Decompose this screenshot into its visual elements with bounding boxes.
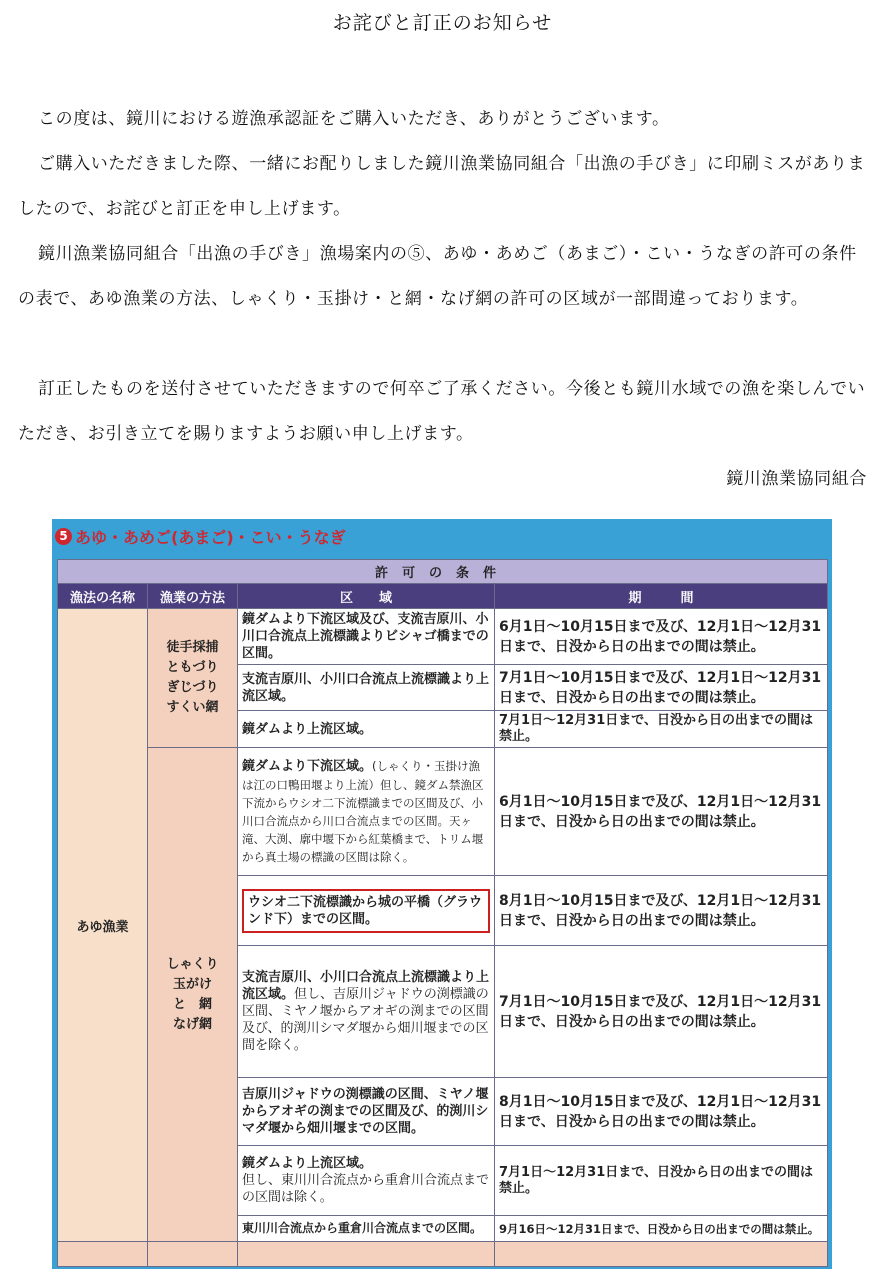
- period-cell: 7月1日～10月15日まで及び、12月1日～12月31日まで、日没から日の出までの間は禁止。: [495, 946, 828, 1078]
- fishery-name-cell: あゆ漁業: [58, 609, 148, 1242]
- area-cell: 支流吉原川、小川口合流点上流標識より上流区域。: [238, 665, 495, 711]
- section-header: [55, 525, 346, 548]
- period-cell: 8月1日～10月15日まで及び、12月1日～12月31日まで、日没から日の出までの間は禁止。: [495, 1078, 828, 1146]
- paragraph-thanks: この度は、鏡川における遊漁承認証をご購入いただき、ありがとうございます。: [38, 109, 670, 129]
- area-detail: 但し、吉原川ジャドウの渕標識の区間、ミヤノ堰からアオギの渕までの区間及び、的渕川シマダ堰から畑川堰までの区間を除く。: [242, 987, 489, 1053]
- notice-title: お詫びと訂正のお知らせ: [332, 12, 553, 34]
- period-cell: 8月1日～10月15日まで及び、12月1日～12月31日まで、日没から日の出までの間は禁止。: [495, 876, 828, 946]
- signature: 鏡川漁業協同組合: [726, 469, 867, 489]
- area-cell: 鏡ダムより上流区域。: [238, 711, 495, 748]
- section-number-badge: 5: [55, 528, 72, 545]
- column-header-period: 期 間: [495, 584, 828, 609]
- section-title: あゆ・あめご(あまご)・こい・うなぎ: [75, 528, 346, 547]
- table-continuation: [58, 1242, 148, 1267]
- area-lead: 鏡ダムより上流区域。: [242, 1156, 373, 1171]
- table-continuation: [238, 1242, 495, 1267]
- period-cell: 7月1日～12月31日まで、日没から日の出までの間は禁止。: [495, 1146, 828, 1216]
- area-cell: 鏡ダムより下流区域及び、支流吉原川、小川口合流点上流標識よりビシャゴ橋までの区間。: [238, 609, 495, 665]
- area-cell: 吉原川ジャドウの渕標識の区間、ミヤノ堰からアオギの渕までの区間及び、的渕川シマダ堰から畑川堰までの区間。: [238, 1078, 495, 1146]
- period-cell: 9月16日～12月31日まで、日没から日の出までの間は禁止。: [495, 1216, 828, 1242]
- area-cell: [238, 748, 495, 876]
- period-cell: 6月1日～10月15日まで及び、12月1日～12月31日まで、日没から日の出までの間は禁止。: [495, 748, 828, 876]
- column-header-area: 区 域: [238, 584, 495, 609]
- area-lead: 支流吉原川、小川口合流点上流標識より上流区域。: [242, 970, 490, 1002]
- paragraph-apology: ご購入いただきました際、一緒にお配りしました鏡川漁業協同組合「出漁の手びき」に印刷ミスがありましたので、お詫びと訂正を申し上げます。: [18, 154, 866, 219]
- paragraph-closing: 訂正したものを送付させていただきますので何卒ご了承ください。今後とも鏡川水域での漁を楽しんでいただき、お引き立てを賜りますようお願い申し上げます。: [18, 379, 866, 444]
- column-header-name: 漁法の名称: [58, 584, 148, 609]
- area-detail: (しゃくり・玉掛け漁は江の口鴨田堰より上流）但し、鏡ダム禁漁区下流からウシオ二下流標識までの区間及び、小川口合流点から川口合流点までの区間。天ヶ滝、大渕、廓中堰下から紅葉橋まで、トリム堰から真土場の標識の区間は除く。: [242, 759, 484, 864]
- period-cell: 7月1日～10月15日まで及び、12月1日～12月31日まで、日没から日の出までの間は禁止。: [495, 665, 828, 711]
- period-cell: 7月1日～12月31日まで、日没から日の出までの間は禁止。: [495, 711, 828, 748]
- table-continuation: [148, 1242, 238, 1267]
- area-cell-corrected: [238, 876, 495, 946]
- period-cell: 6月1日～10月15日まで及び、12月1日～12月31日まで、日没から日の出までの間は禁止。: [495, 609, 828, 665]
- correction-highlight-box: ウシオ二下流標識から城の平橋（グラウンド下）までの区間。: [242, 889, 490, 933]
- column-header-method: 漁業の方法: [148, 584, 238, 609]
- area-detail: 但し、東川川合流点から重倉川合流点までの区間は除く。: [242, 1173, 490, 1205]
- area-cell: [238, 946, 495, 1078]
- area-cell: [238, 1146, 495, 1216]
- method-cell-shakuri: しゃくり 玉がけ と 網 なげ網: [148, 748, 238, 1242]
- area-lead: 鏡ダムより下流区域。: [242, 759, 373, 774]
- table-header-permit-conditions: 許可の条件: [58, 560, 828, 584]
- table-continuation: [495, 1242, 828, 1267]
- method-cell-hand: 徒手採捕 ともづり ぎじづり すくい網: [148, 609, 238, 748]
- brochure-scan: [52, 519, 832, 1269]
- permit-conditions-table: [57, 559, 828, 1267]
- paragraph-error-detail: 鏡川漁業協同組合「出漁の手びき」漁場案内の⑤、あゆ・あめご（あまご）・こい・うなぎの許可の条件の表で、あゆ漁業の方法、しゃくり・玉掛け・と網・なげ網の許可の区域が一部間違っております。: [18, 244, 857, 309]
- area-cell: 東川川合流点から重倉川合流点までの区間。: [238, 1216, 495, 1242]
